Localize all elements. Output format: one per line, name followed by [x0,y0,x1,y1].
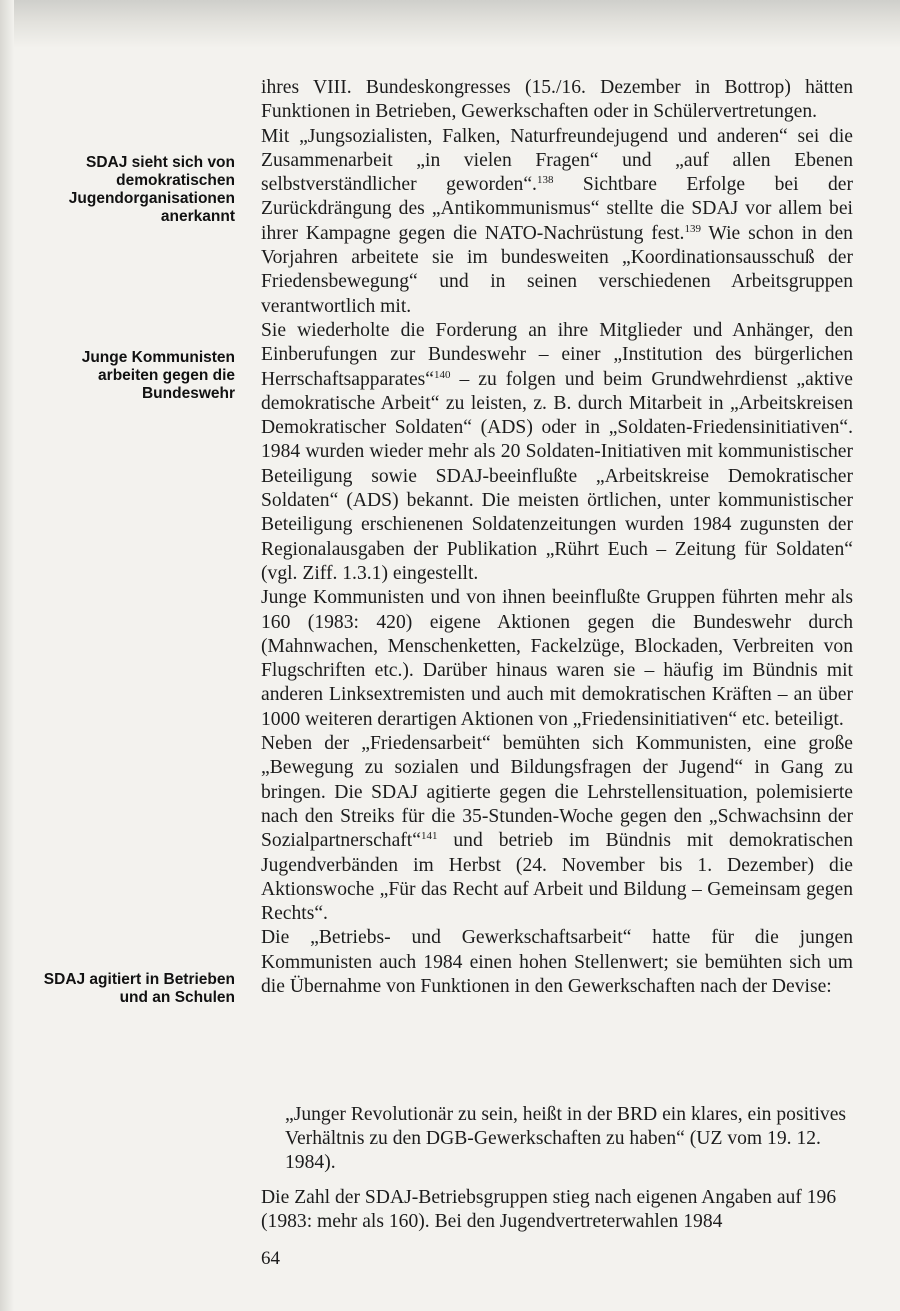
block-quote: „Junger Revolutionär zu sein, heißt in der BRD ein klares, ein positives Verhältnis zu den DGB-Gewerkschaften zu haben“ (UZ vom 19. 12. 1984). [285,1104,847,1173]
footnote-ref-139: 139 [684,222,701,235]
paragraph-text: Sichtbare Erfolge bei der Zurückdrängung des „Antikommunismus“ stellte die SDAJ vor allem bei ihrer Kampagne gegen die NATO-Nachrüstung fest. [261,174,853,244]
page-number: 64 [261,1248,280,1269]
paragraph-text: Wie schon in den Vorjahren arbeitete sie im bundesweiten „Koordinationsausschuß der Friedensbewegung“ und in seinen verschiedenen Arbeitsgruppen verantwortlich mit. [261,222,853,317]
margin-note-betriebe-schulen: SDAJ agitiert in Betrieben und an Schulen [43,971,235,1006]
footnote-ref-138: 138 [536,174,554,187]
margin-note-sdaj-anerkannt: SDAJ sieht sich von demokratischen Jugendorganisationen anerkannt [68,154,235,225]
footnote-ref-141: 141 [420,830,438,843]
paragraph-gewerkschaftsarbeit: Die „Betriebs- und Gewerkschaftsarbeit“ hatte für die jungen Kommunisten auch 1984 einen hohen Stellenwert; sie bemühten sich um die Übernahme von Funktionen in den Gewerkschaften nach der Devise: [261,927,853,997]
paragraph-text: – zu folgen und beim Grundwehrdienst „aktive demokratische Arbeit“ zu leisten, z. B. durch Mitarbeit in „Arbeitskreisen Demokratischer Soldaten“ (ADS) oder in „Soldaten-Friedensinitiativen“. 1984 wurden wieder mehr als 20 Soldaten-Initiativen mit kommunistischer Beteiligung sowie SDAJ-beeinflußte „Arbeitskreise Demokratischer Soldaten“ (ADS) bekannt. Die meisten örtlichen, unter kommunistischer Beteiligung erschienenen Soldatenzeitungen wurden 1984 zugunsten der Regionalausgaben der Publikation „Rührt Euch – Zeitung für Soldaten“ (vgl. Ziff. 1.3.1) eingestellt. [261,368,853,584]
paragraph-text: Sie wiederholte die Forderung an ihre Mitglieder und Anhänger, den Einberufungen zur Bundeswehr – einer „Institution des bürgerlichen Herrschaftsapparates“ [261,319,853,390]
paragraph-betriebsgruppen: Die Zahl der SDAJ-Betriebsgruppen stieg nach eigenen Angaben auf 196 (1983: mehr als 160). Bei den Jugendvertreterwahlen 1984 [261,1187,837,1233]
paragraph-aktionen: Junge Kommunisten und von ihnen beeinflußte Gruppen führten mehr als 160 (1983: 420) eigene Aktionen gegen die Bundeswehr durch (Mahnwachen, Menschenketten, Fackelzüge, Blockaden, Verbreiten von Flugschriften etc.). Darüber hinaus waren sie – häufig im Bündnis mit anderen Linksextremisten und auch mit demokratischen Kräften – an über 1000 weiteren derartigen Aktionen von „Friedensinitiativen“ etc. beteiligt. [261,587,853,730]
paragraph-text: und betrieb im Bündnis mit demokratischen Jugendverbänden im Herbst (24. November bis 1. Dezember) die Aktionswoche „Für das Recht auf Arbeit und Bildung – Gemeinsam gegen Rechts“. [261,830,853,925]
margin-note-bundeswehr: Junge Kommunisten arbeiten gegen die Bundeswehr [81,349,235,402]
main-text-column [261,76,853,999]
paragraph-einberufungen [261,319,853,586]
paragraph-text: Mit „Jungsozialisten, Falken, Naturfreundejugend und anderen“ sei die Zusammenarbeit „in vielen Fragen“ und „auf allen Ebenen selbstverständlicher geworden“. [261,125,853,196]
scan-top-shadow [0,0,900,48]
paragraph-bundeskongress: ihres VIII. Bundeskongresses (15./16. Dezember in Bottrop) hätten Funktionen in Betrieben, Gewerkschaften oder in Schülervertretungen. [261,77,853,123]
paragraph-friedensarbeit [261,732,853,926]
paragraph-zusammenarbeit [261,125,853,319]
footnote-ref-140: 140 [433,368,451,381]
paragraph-text: Neben der „Friedensarbeit“ bemühten sich Kommunisten, eine große „Bewegung zu sozialen und Bildungsfragen der Jugend“ in Gang zu bringen. Die SDAJ agitierte gegen die Lehrstellensituation, polemisierte nach den Streiks für die 35-Stunden-Woche gegen den „Schwachsinn der Sozialpartnerschaft“ [261,733,853,852]
scan-left-edge [0,0,14,1311]
